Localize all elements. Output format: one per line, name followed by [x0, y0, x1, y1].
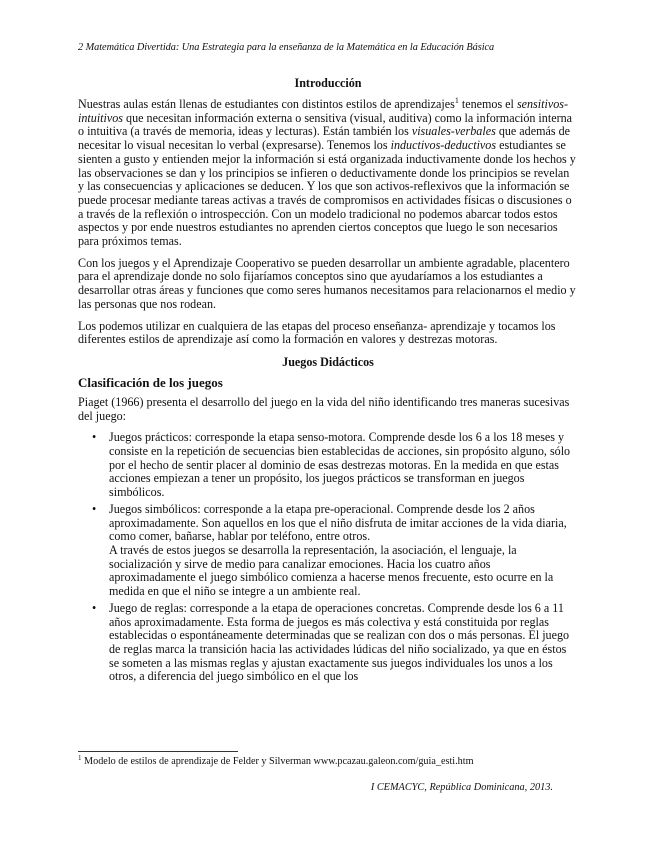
- bullet-icon: •: [92, 430, 97, 445]
- games-list: [78, 431, 578, 684]
- footnote: $^1$ Modelo de estilos de aprendizaje de Felder y Silverman www.pcazau.galeon.com/guia_esti.htm: [78, 754, 474, 767]
- list-item: • Juegos simbólicos: corresponde a la etapa pre-operacional. Comprende desde los 2 años aproximadamente. Son aquellos en los que el niño disfruta de imitar acciones de la vida diaria, como comer, bañarse, hablar por teléfono, entre otros. A través de estos juegos se desarrolla la representación, la asociación, el lenguaje, la socialización y sirve de medio para canalizar emociones. Hacia los cuatro años aproximadamente el juego simbólico comienza a hacerse menos frecuente, esto ocurre en la medida en que el niño se integre a un ambiente real.: [92, 501, 567, 599]
- intro-paragraph-3: Los podemos utilizar en cualquiera de las etapas del proceso enseñanza- aprendizaje y tocamos los diferentes estilos de aprendizaje así como la formación en valores y destrezas motoras.: [78, 318, 556, 347]
- running-header: 2 Matemática Divertida: Una Estrategia para la enseñanza de la Matemática en la Educación Básica: [78, 42, 495, 53]
- main-content: [78, 76, 578, 687]
- games-heading: Juegos Didácticos: [282, 354, 374, 369]
- list-item: • Juego de reglas: corresponde a la etapa de operaciones concretas. Comprende desde los 6 a 11 años aproximadamente. Esta forma de juegos es más colectiva y está constituida por reglas establecidas o espontáneamente determinadas que se realizan con dos o más personas. El juego de reglas marca la transición hacia las actividades lúdicas del niño socializado, ya que en éstos se someten a las mismas reglas y ajustan exactamente sus juegos individuales los unos a los otros, a diferencia del juego simbólico en el que los: [92, 600, 570, 684]
- bullet-icon: •: [92, 501, 97, 516]
- games-intro-paragraph: Piaget (1966) presenta el desarrollo del juego en la vida del niño identificando tres maneras sucesivas del juego:: [78, 394, 570, 423]
- intro-paragraph-1: Nuestras aulas están llenas de estudiantes con distintos estilos de aprendizajes$^1$ tenemos el sensitivos-intuitivos que necesitan información externa o sensitiva (visual, auditiva) como la información interna o intuitiva (a través de memoria, ideas y lecturas). Están también los visuales-verbales que además de necesitar lo visual necesitan lo verbal (expresarse). Tenemos los inductivos-deductivos estudiantes se sienten a gusto y entienden mejor la información si está organizada inductivamente donde los hechos y las observaciones se dan y los principios se infieren o deductivamente donde los principios se revelan y las consecuencias y aplicaciones se deducen. Y los que son activos-reflexivos que la información se puede procesar mediante tareas activas a través de compromisos en actividades físicas o discusiones o a través de la reflexión o introspección. Con un modelo tradicional no podemos abarcar todos estos aspectos y por ende nuestros estudiantes no aprenden ciertos conceptos que luego le son necesarios para próximos temas.: [78, 96, 576, 249]
- intro-paragraph-2: Con los juegos y el Aprendizaje Cooperativo se pueden desarrollar un ambiente agradable, placentero para el aprendizaje donde no solo fijaríamos conceptos sino que ayudaríamos a los estudiantes a desarrollar otras áreas y funciones que como seres humanos necesitamos para relacionarnos el medio y las personas que nos rodean.: [78, 255, 576, 311]
- footnote-divider: [78, 751, 238, 752]
- games-subheading: Clasificación de los juegos: [78, 374, 223, 390]
- footnote-ref: 1: [454, 96, 459, 105]
- page-footer: I CEMACYC, República Dominicana, 2013.: [370, 782, 553, 793]
- intro-heading: Introducción: [294, 76, 362, 90]
- list-item: • Juegos prácticos: corresponde la etapa senso-motora. Comprende desde los 6 a los 18 meses y consiste en la repetición de secuencias bien establecidas de acciones, sin propósito alguno, sólo por el hecho de sentir placer al dominio de esas destrezas motoras. En la medida en que estas acciones empiezan a tener un propósito, los juegos prácticos se transforman en juegos simbólicos.: [92, 430, 571, 500]
- bullet-icon: •: [92, 600, 97, 615]
